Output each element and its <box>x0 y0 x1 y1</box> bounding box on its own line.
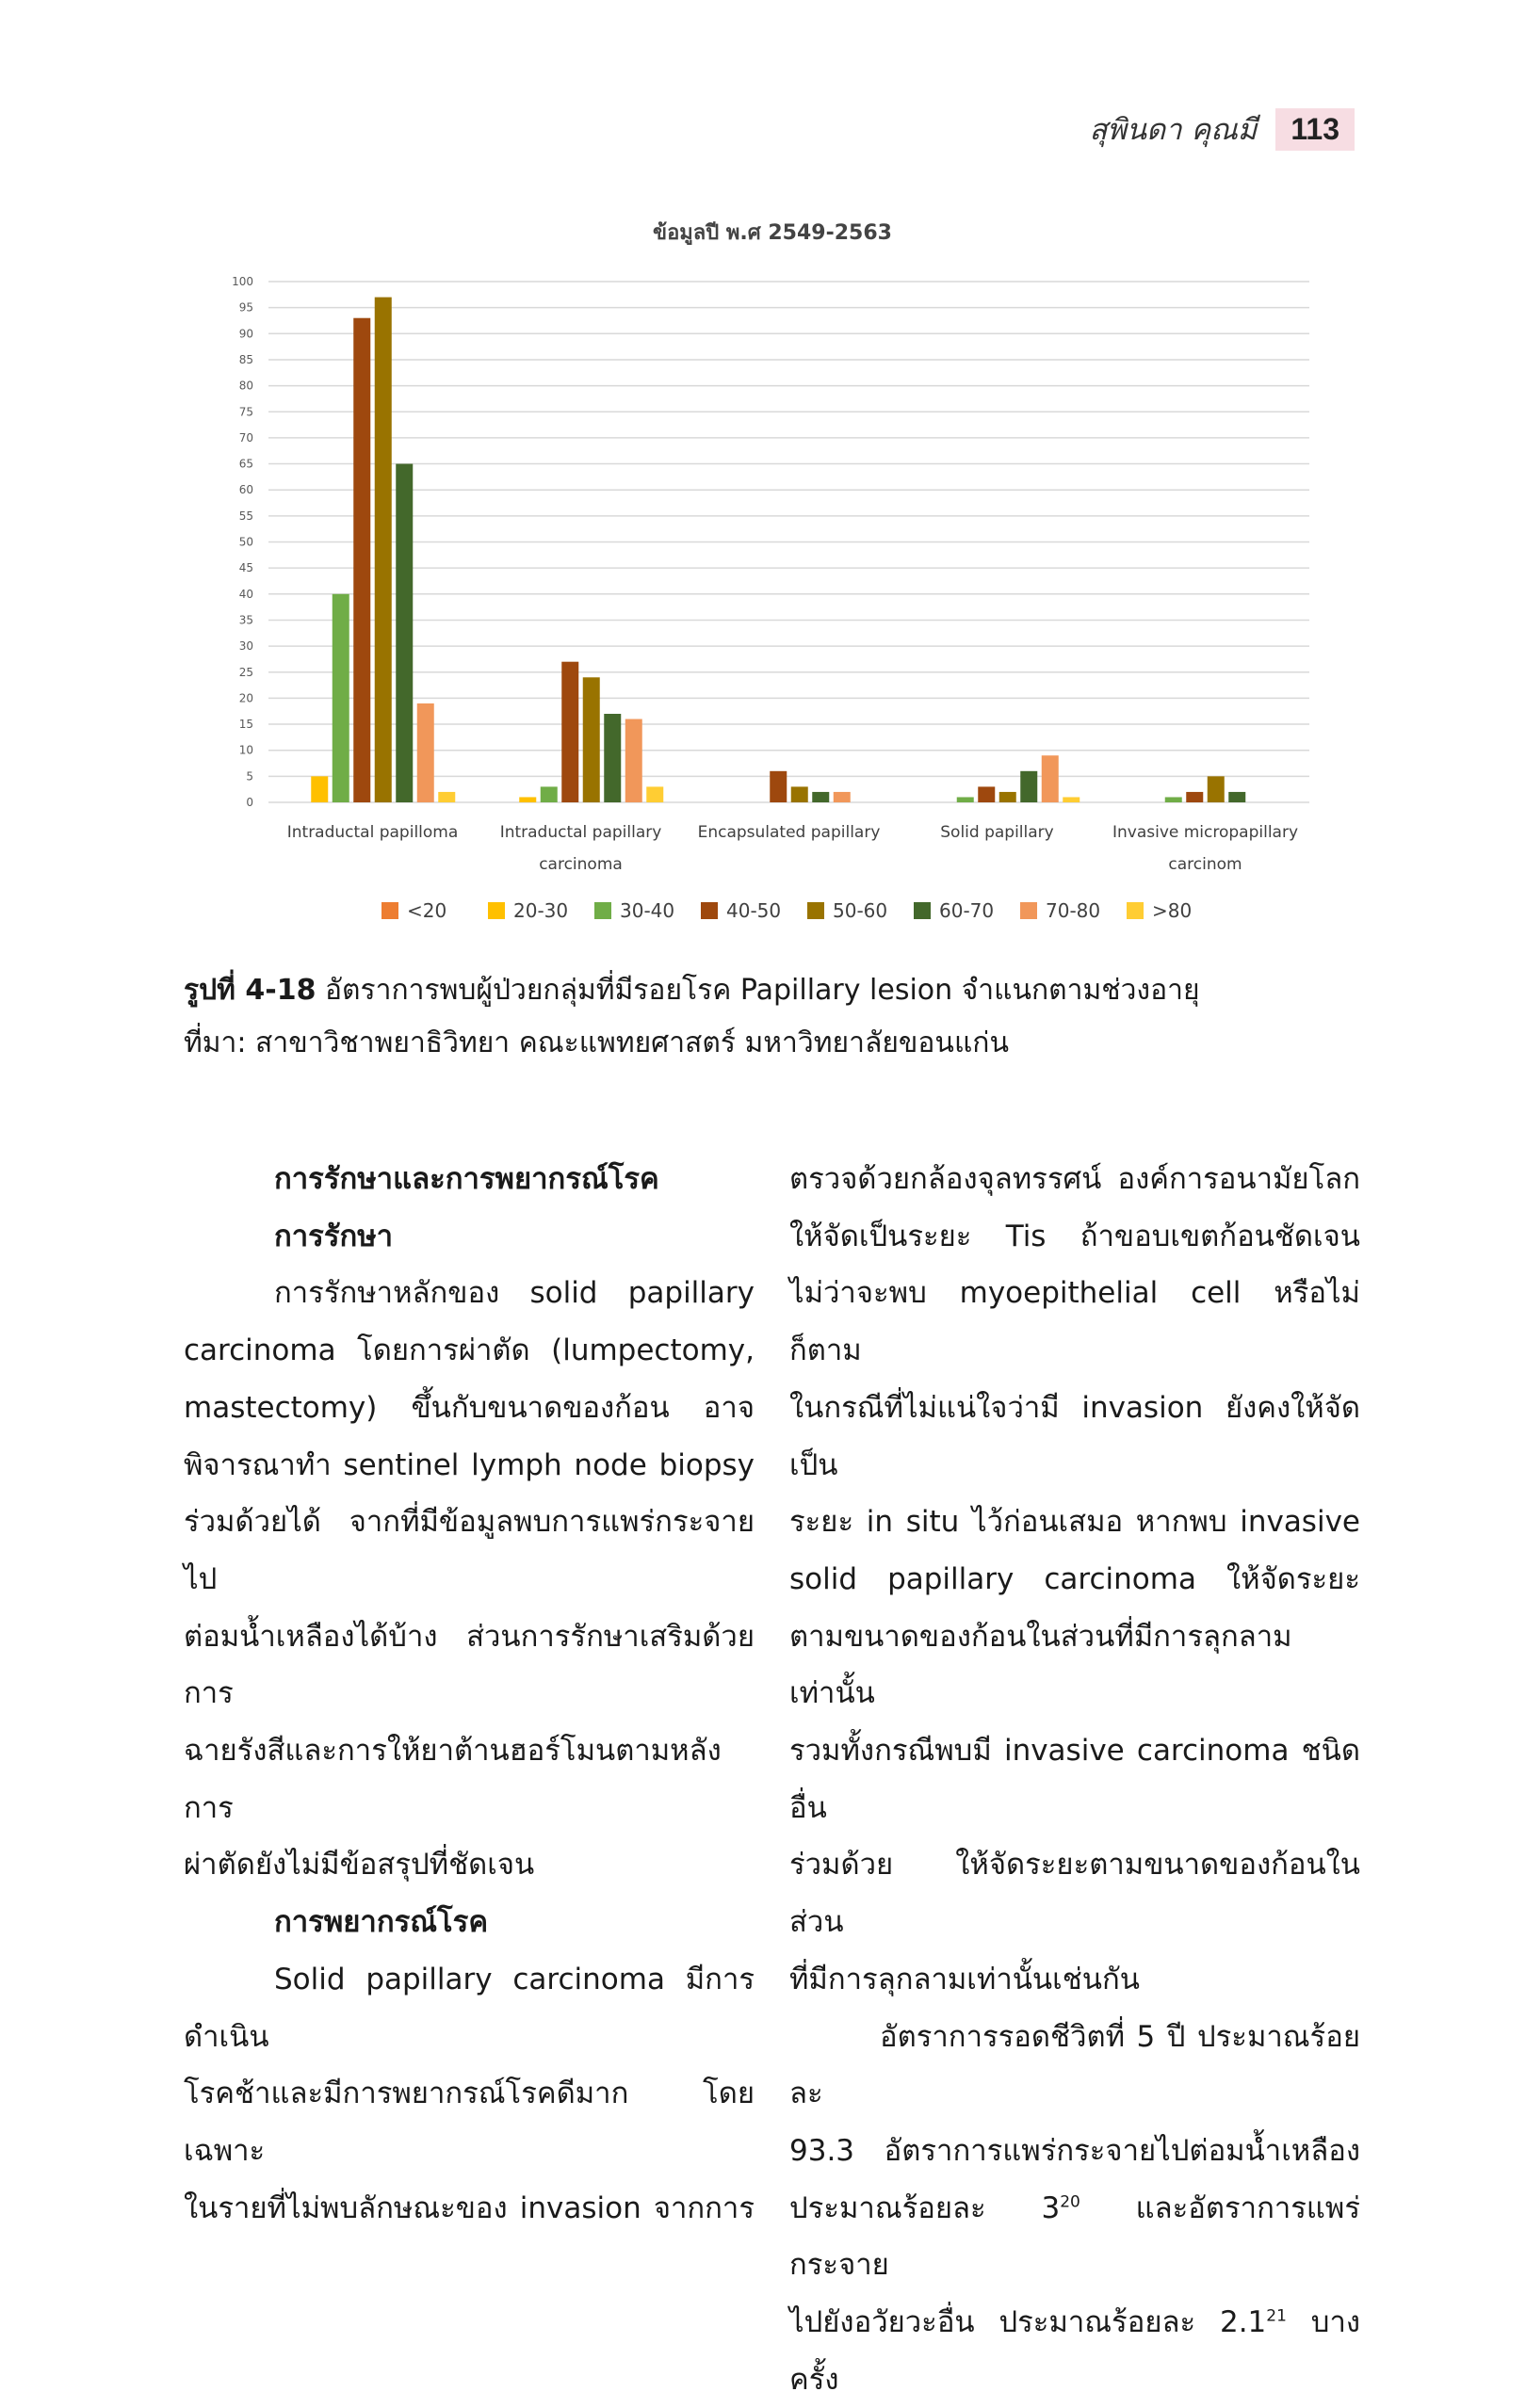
y-tick-label: 20 <box>238 691 253 705</box>
legend-label: 70-80 <box>1046 899 1101 922</box>
reference-20: 20 <box>1060 2192 1080 2212</box>
text-line: โรคช้าและมีการพยากรณ์โรคดีมาก โดยเฉพาะ <box>184 2077 755 2168</box>
y-tick-label: 45 <box>238 561 253 575</box>
bar <box>1186 792 1203 802</box>
text-line: อัตราการรอดชีวิตที่ 5 ปี ประมาณร้อยละ <box>789 2019 1360 2111</box>
left-column <box>184 1151 755 2237</box>
page-header <box>1090 105 1356 153</box>
author-name: สุพินดา คุณมี <box>1089 113 1258 147</box>
figure-source: ที่มา: สาขาวิชาพยาธิวิทยา คณะแพทยศาสตร์ มหาวิทยาลัยขอนแก่น <box>184 1026 1009 1059</box>
y-tick-label: 35 <box>238 613 253 627</box>
chart-title: ข้อมูลปี พ.ศ 2549-2563 <box>653 221 892 245</box>
bar <box>770 771 787 802</box>
y-tick-label: 30 <box>238 639 253 654</box>
bar <box>1020 771 1037 802</box>
x-category-label: Invasive micropapillary <box>1112 823 1299 842</box>
bar <box>333 594 349 802</box>
text-line: ตามขนาดของก้อนในส่วนที่มีการลุกลามเท่านั้น <box>789 1619 1292 1711</box>
text-line: ไม่ว่าจะพบ myoepithelial cell หรือไม่ก็ตาม <box>789 1276 1360 1368</box>
reference-21: 21 <box>1266 2306 1287 2326</box>
bar <box>561 662 578 802</box>
y-tick-label: 75 <box>238 405 253 419</box>
subheading-treatment: การรักษา <box>274 1219 394 1253</box>
legend-label: <20 <box>407 899 447 922</box>
y-tick-label: 10 <box>238 743 253 757</box>
y-tick-label: 95 <box>238 300 253 315</box>
text-segment: ประมาณร้อยละ 3 <box>789 2190 1061 2225</box>
page-number: 113 <box>1275 108 1355 151</box>
text-line: ระยะ in situ ไว้ก่อนเสมอ หากพบ invasive <box>789 1505 1360 1540</box>
text-line: ร่วมด้วยได้ จากที่มีข้อมูลพบการแพร่กระจายไป <box>184 1505 755 1596</box>
bar <box>957 797 974 802</box>
legend-label: 30-40 <box>620 899 675 922</box>
text-line: ตรวจด้วยกล้องจุลทรรศน์ องค์การอนามัยโลก <box>789 1162 1360 1196</box>
bar <box>1208 776 1225 802</box>
legend-swatch <box>594 902 611 919</box>
y-tick-label: 25 <box>238 665 253 679</box>
text-line: carcinoma โดยการผ่าตัด (lumpectomy, <box>184 1333 755 1368</box>
legend-swatch <box>914 902 931 919</box>
text-line: ฉายรังสีและการให้ยาต้านฮอร์โมนตามหลังการ <box>184 1734 722 1825</box>
text-line <box>789 2294 1360 2408</box>
y-tick-label: 70 <box>238 430 253 444</box>
y-tick-label: 40 <box>238 587 253 601</box>
y-tick-label: 85 <box>238 352 253 366</box>
figure-label: รูปที่ 4-18 <box>184 974 317 1007</box>
bar <box>604 714 621 802</box>
y-tick-label: 80 <box>238 379 253 393</box>
figure-caption <box>184 964 1352 1070</box>
y-tick-label: 60 <box>238 483 253 497</box>
bar <box>999 792 1016 802</box>
y-tick-label: 15 <box>238 718 253 732</box>
bar <box>417 703 434 802</box>
bar <box>1063 797 1080 802</box>
text-line: mastectomy) ขึ้นกับขนาดของก้อน อาจ <box>184 1390 755 1425</box>
legend-label: 60-70 <box>939 899 995 922</box>
text-line: ที่มีการลุกลามเท่านั้นเช่นกัน <box>789 1962 1140 1996</box>
bar <box>791 786 808 802</box>
legend-swatch <box>807 902 824 919</box>
legend-swatch <box>701 902 718 919</box>
y-tick-label: 65 <box>238 457 253 471</box>
text-line: รวมทั้งกรณีพบมี invasive carcinoma ชนิดอื่น <box>789 1734 1360 1825</box>
bar <box>834 792 851 802</box>
legend-label: 40-50 <box>726 899 782 922</box>
bar <box>396 464 413 802</box>
y-tick-label: 90 <box>238 327 253 341</box>
legend-swatch <box>1127 902 1144 919</box>
y-tick-label: 55 <box>238 509 253 523</box>
subheading-prognosis: การพยากรณ์โรค <box>274 1905 489 1940</box>
legend-label: 20-30 <box>513 899 569 922</box>
text-line: พิจารณาทำ sentinel lymph node biopsy <box>184 1447 755 1482</box>
right-column <box>789 1151 1360 2408</box>
text-line: ในรายที่ไม่พบลักษณะของ invasion จากการ <box>184 2190 755 2225</box>
text-segment: และอัตราการแพร่กระจาย <box>789 2190 1360 2283</box>
bar <box>438 792 455 802</box>
text-line <box>789 2180 1360 2294</box>
bar <box>1228 792 1245 802</box>
text-line: ในกรณีที่ไม่แน่ใจว่ามี invasion ยังคงให้จัดเป็น <box>789 1390 1360 1482</box>
bar <box>375 298 392 802</box>
bar <box>1165 797 1182 802</box>
bar <box>353 318 370 802</box>
legend-label: 50-60 <box>833 899 888 922</box>
text-line: การรักษาหลักของ solid papillary <box>274 1276 755 1311</box>
bar <box>519 797 536 802</box>
bar <box>311 776 328 802</box>
x-category-label: Intraductal papilloma <box>286 823 459 842</box>
text-line: solid papillary carcinoma ให้จัดระยะ <box>789 1561 1360 1596</box>
x-category-label: carcinoma <box>539 855 623 874</box>
y-tick-label: 50 <box>238 535 253 549</box>
text-line: ผ่าตัดยังไม่มีข้อสรุปที่ชัดเจน <box>184 1848 535 1883</box>
x-category-label: carcinom <box>1168 855 1242 874</box>
legend-swatch <box>382 902 398 919</box>
bar <box>541 786 558 802</box>
legend-swatch <box>488 902 505 919</box>
text-segment: ไปยังอวัยวะอื่น ประมาณร้อยละ 2.1 <box>789 2305 1267 2340</box>
y-tick-label: 100 <box>232 275 253 288</box>
legend-swatch <box>1020 902 1037 919</box>
bar <box>625 719 642 802</box>
age-distribution-bar-chart <box>170 207 1338 942</box>
text-line: ร่วมด้วย ให้จัดระยะตามขนาดของก้อนในส่วน <box>789 1848 1360 1940</box>
bar <box>1042 755 1059 802</box>
x-category-label: Intraductal papillary <box>499 823 662 842</box>
bar <box>812 792 829 802</box>
bar <box>646 786 663 802</box>
y-tick-label: 0 <box>246 796 253 809</box>
figure-title: อัตราการพบผู้ป่วยกลุ่มที่มีรอยโรค Papillary lesion จำแนกตามช่วงอายุ <box>316 974 1200 1007</box>
legend-label: >80 <box>1152 899 1193 922</box>
text-line: 93.3 อัตราการแพร่กระจายไปต่อมน้ำเหลือง <box>789 2133 1360 2168</box>
section-heading-treatment-prognosis: การรักษาและการพยากรณ์โรค <box>274 1162 659 1196</box>
y-tick-label: 5 <box>246 769 253 784</box>
text-line: Solid papillary carcinoma มีการดำเนิน <box>184 1962 755 2054</box>
text-line: ต่อมน้ำเหลืองได้บ้าง ส่วนการรักษาเสริมด้วยการ <box>184 1619 755 1711</box>
x-category-label: Encapsulated papillary <box>697 823 881 842</box>
bar <box>978 786 995 802</box>
bar <box>583 677 600 802</box>
x-category-label: Solid papillary <box>940 823 1054 842</box>
text-line: ให้จัดเป็นระยะ Tis ถ้าขอบเขตก้อนชัดเจน <box>789 1219 1360 1253</box>
text-segment: บางครั้ง <box>789 2305 1361 2397</box>
